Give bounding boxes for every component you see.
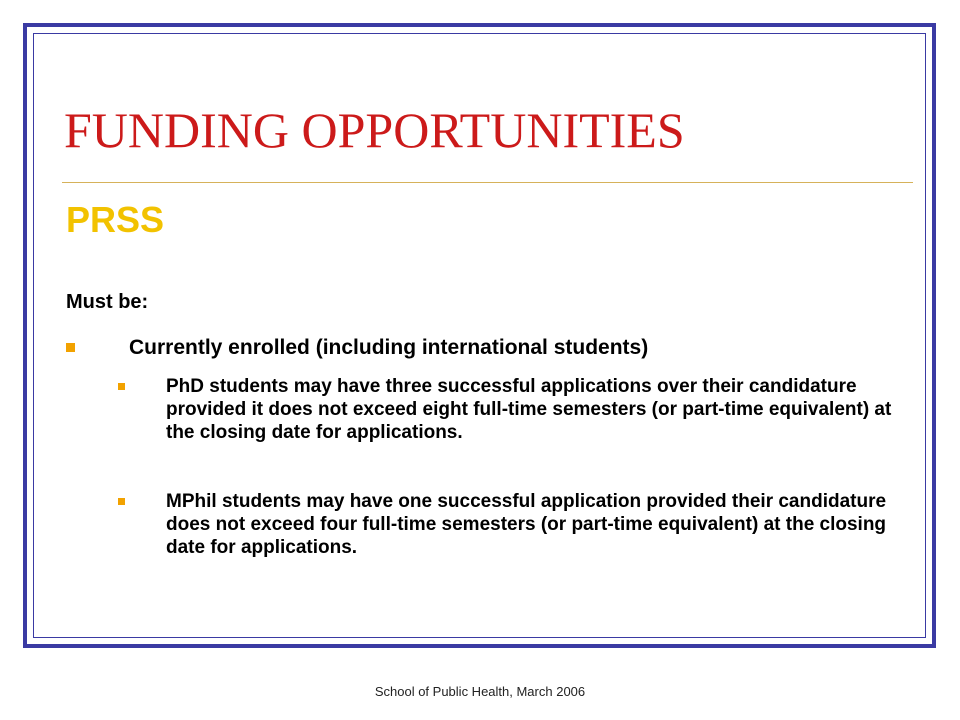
sub-bullet-text: PhD students may have three successful applications over their candidature provided it does not exceed eight full-time semesters (or part-time equivalent) at the closing date for applications. [166, 376, 892, 443]
square-bullet-icon [66, 343, 75, 352]
slide-footer: School of Public Health, March 2006 [374, 684, 586, 699]
sub-bullet-text: MPhil students may have one successful application provided their candidature does not exceed four full-time semesters (or part-time equivalent) at the closing date for applications. [166, 491, 887, 558]
square-bullet-icon [118, 383, 125, 390]
title-divider [62, 182, 913, 183]
sub-bullet-item [118, 375, 908, 444]
bullet-text: Currently enrolled (including international students) [129, 336, 649, 359]
slide-subtitle: PRSS [66, 199, 165, 240]
square-bullet-icon [118, 498, 125, 505]
slide-title: FUNDING OPPORTUNITIES [64, 102, 685, 158]
intro-text: Must be: [66, 291, 149, 313]
sub-bullet-item [118, 490, 908, 559]
